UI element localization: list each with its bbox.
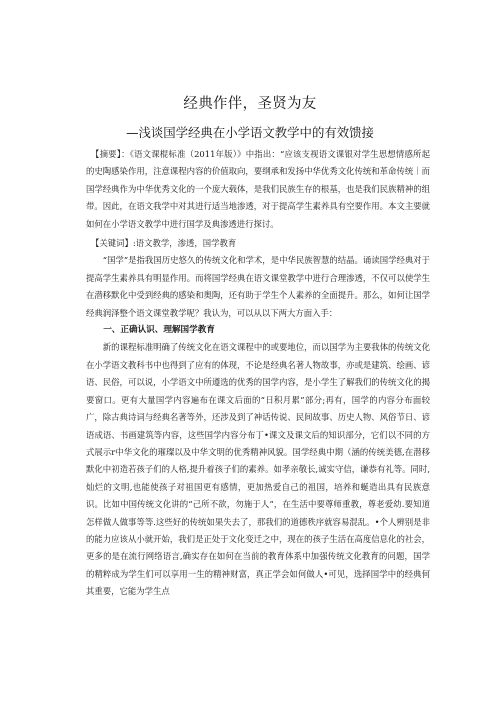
document-subtitle: —浅谈国学经典在小学语文教学中的有效馈接 xyxy=(126,125,374,140)
document-body xyxy=(86,146,430,601)
intro-paragraph: “国学”是指我国历史悠久的传统文化和学术，是中华民族智慧的结晶。诵读国学经典对于提高学生素养具有明显作用。而将国学经典在语文课堂教学中进行合理渗透，不仅可以使学生在潜移默化中受到经典的感染和奥陶，还有助于学生个人素养的全面提升。那么，如何让国学经典润泽整个语文课堂教学呢？我认为，可以从以下两大方面入手： xyxy=(86,255,430,318)
document-title: 经典作伴，圣贤为友 xyxy=(183,96,317,112)
section-heading: 一、正确认识、理解国学教育 xyxy=(103,325,215,336)
abstract-paragraph: 【摘要】：《语文课棍标准（2011年版）》中指出：“应该支视语文课银对学生思想情感所起的史陶感染作用，注意课程内容的价值取向，要纲承和发扬中华优秀文化传统和革命传统｜而国学经典作为中华优秀文化的一个庞大载体，是我们民族生存的根基，也是我们民族精神的组带。因此，在语文我学中对其进行适当地渗透，对于提高学生素养具有空要作用。本文主要就如何在小学语文教学中进行国学及典渗透进行探讨。 xyxy=(86,149,430,229)
section-paragraph: 新的课程标准明确了传统文化在语文课程中的或要地位，而以国学为主要我体的传统文化在小学语文教科书中也得到了应有的体现，不论是经典名著人物故事，亦或是建筑、绘画、谚语、民俗，可以说，小学语文中所遵选的优秀的国学内容，是小学生了解我们的传统文化的揭要窗口。更有大量国学内容遍布在课文后面的“日积月累”部分;再有，国学的内容分布面较广，除古典诗词与经典名著等外，还涉及到了神话传说、民间故事、历史人物、风俗节日、谚语成语、书画建筑等内容，这些国学内容分布丁•课文及课文后的知识部分，它们以不同的方式展示r中华文化的璀璨以及中华文明的优秀精神风貌。国学经典中期（涵的传统美德,在潜移默化中初造若孩子们的人格,提升着孩子们的素养。如孝亲敬长,诚实守信，谦恭有礼等。同时,灿烂的文明,也能使孩子对祖国更有感情，更加热爱自己的祖国，培养和蜒造出具有民族意识。比如中国传统文化讲的“己所不欲，勿施于人”，在生活中要尊师重教，尊老爱幼.要知道怎样做人做事等等.这些好的传统如果失去了，那我们的道德秩序就容易混乱。•个人辨别是非的能力应该从小就开始，我们是正处于文化变迁之中，现在的孩子生活在高度信息化的社会，更多的是在流行网络语言,确实存在如何在当前的教育体系中加强传统文化教育的问题，国学的精粹成为学生们可以享用一生的精神财富，真正学会如何做人•可见，选择国学中的经典何其重要，它能为学生点 xyxy=(86,342,430,597)
keywords-paragraph: 【关键词】:语文教学，渗透，国学教育 xyxy=(91,238,237,249)
